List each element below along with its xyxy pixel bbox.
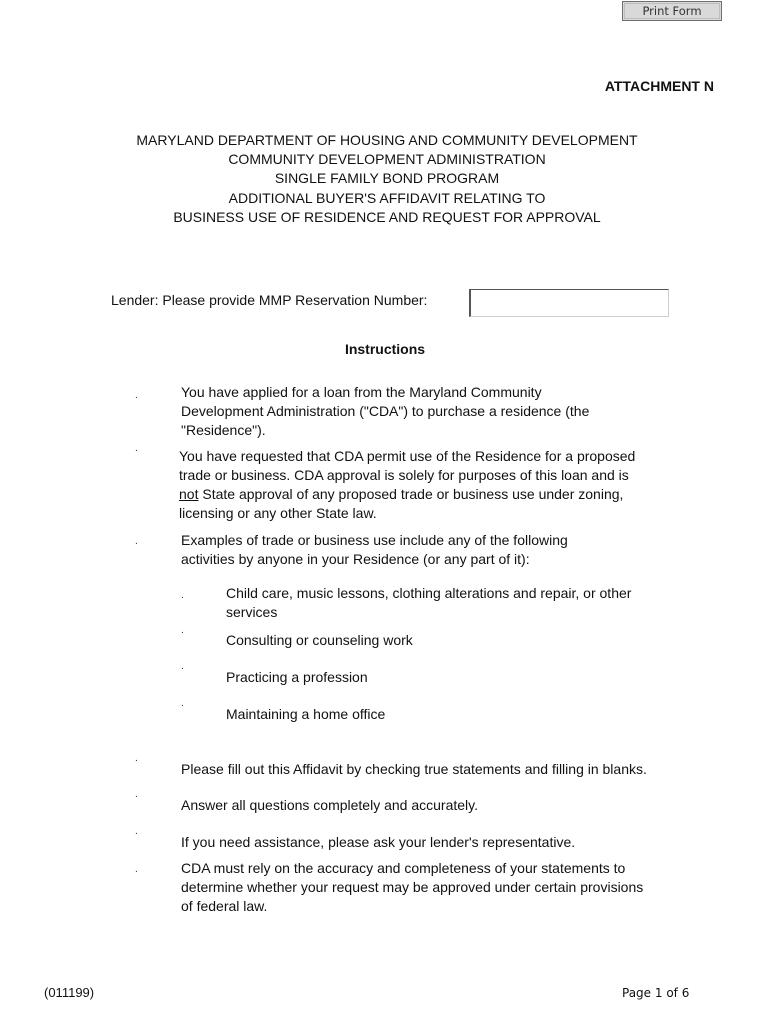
header-line: BUSINESS USE OF RESIDENCE AND REQUEST FOR APPROVAL <box>173 208 601 225</box>
bullet-applied-loan: You have applied for a loan from the Maryland Community Development Administration ("CDA") to purchase a residence (the "Residence"). <box>181 384 590 438</box>
sub-bullet-child-care: Child care, music lessons, clothing alterations and repair, or other services <box>226 585 632 620</box>
header-line: MARYLAND DEPARTMENT OF HOUSING AND COMMUNITY DEVELOPMENT <box>136 132 638 148</box>
lender-label: Lender: Please provide MMP Reservation Number: <box>111 292 428 308</box>
bullet-marker: . <box>135 536 138 547</box>
bullet-marker: . <box>135 443 138 454</box>
header-line: SINGLE FAMILY BOND PROGRAM <box>274 170 500 187</box>
mmp-reservation-number-field[interactable] <box>469 289 669 317</box>
bullet-requested-permit: You have requested that CDA permit use of the Residence for a proposed trade or business. CDA approval is solely for purposes of this loan and is not State approval of any proposed trade or business use under zoning, licensing or any other State law. <box>179 448 636 521</box>
bullet-assistance: If you need assistance, please ask your lender's representative. <box>181 834 576 850</box>
bullet-marker: . <box>135 826 138 837</box>
sub-bullet-marker: . <box>181 590 184 601</box>
header-line: COMMUNITY DEVELOPMENT ADMINISTRATION <box>228 151 546 168</box>
form-header <box>0 131 770 227</box>
bullet-cda-rely: CDA must rely on the accuracy and completeness of your statements to determine whether your request may be approved under certain provisions of federal law. <box>181 860 644 914</box>
form-code: (011199) <box>44 985 95 1000</box>
sub-bullet-profession: Practicing a profession <box>226 669 368 685</box>
instructions-heading: Instructions <box>344 341 426 357</box>
bullet-answer-all: Answer all questions completely and accurately. <box>181 797 479 813</box>
bullet-fill-out: Please fill out this Affidavit by checking true statements and filling in blanks. <box>181 761 647 777</box>
sub-bullet-marker: . <box>181 661 184 672</box>
bullet-marker: . <box>135 864 138 875</box>
not-underlined: not <box>179 486 199 502</box>
sub-bullet-marker: . <box>181 625 184 636</box>
sub-bullet-consulting: Consulting or counseling work <box>226 632 413 648</box>
bullet-marker: . <box>135 390 138 401</box>
page-number: Page 1 of 6 <box>622 986 690 1000</box>
bullet-examples: Examples of trade or business use include any of the following activities by anyone in your Residence (or any part of it): <box>181 532 568 567</box>
bullet-marker: . <box>135 753 138 764</box>
sub-bullet-marker: . <box>181 698 184 709</box>
attachment-label: ATTACHMENT N <box>604 78 714 94</box>
header-line: ADDITIONAL BUYER'S AFFIDAVIT RELATING TO <box>228 189 546 206</box>
print-form-button[interactable]: Print Form <box>622 1 722 21</box>
sub-bullet-home-office: Maintaining a home office <box>226 706 386 722</box>
bullet-marker: . <box>135 789 138 800</box>
